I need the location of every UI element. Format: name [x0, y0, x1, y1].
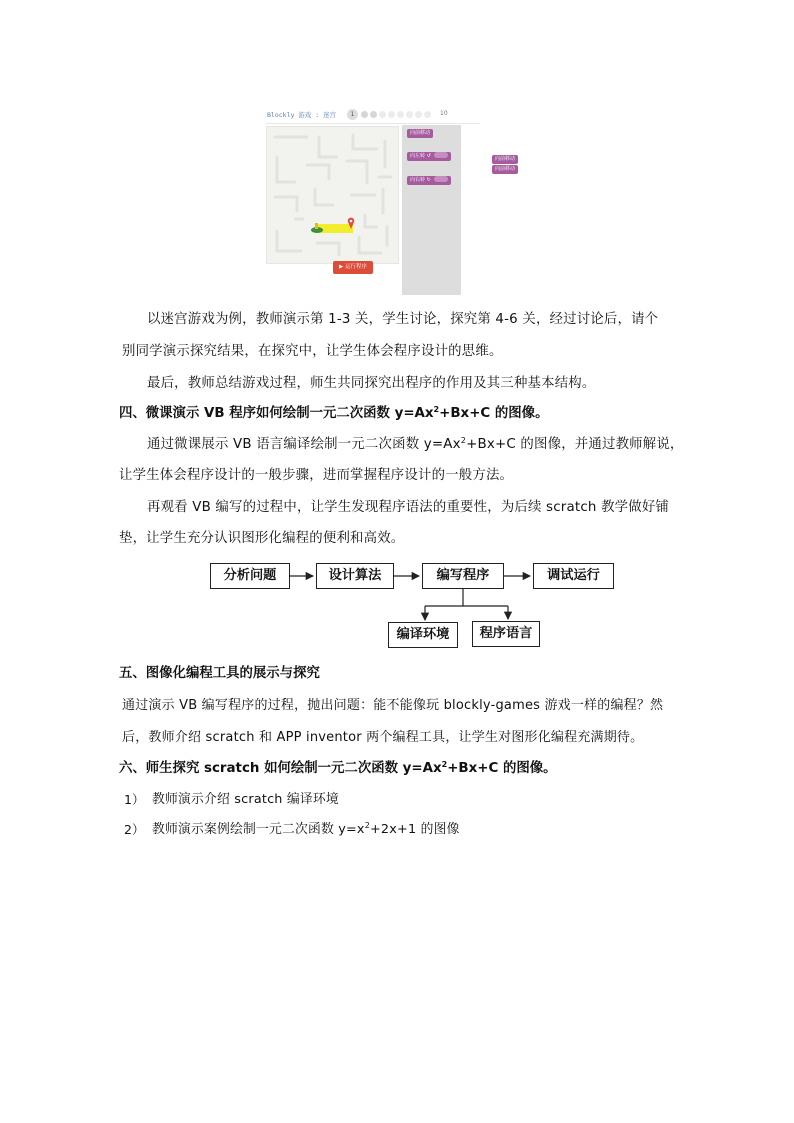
paragraph-3-line-2: 让学生体会程序设计的一般步骤，进而掌握程序设计的一般方法。: [119, 468, 514, 483]
blockly-title: Blockly 游戏 : 迷宫: [267, 111, 337, 119]
flow-box-language: 程序语言: [472, 621, 540, 647]
workspace-block-move-forward[interactable]: 向前移动: [492, 155, 518, 164]
list-number: 1）: [124, 792, 145, 807]
paragraph-3-line-1: 通过微课展示 VB 语言编译绘制一元二次函数 $y=Ax^2+Bx+C$ 的图像，并通过教师解说，: [147, 436, 684, 452]
workspace-block-move-forward[interactable]: 向前移动: [492, 165, 518, 174]
flow-box-design: 设计算法: [316, 563, 394, 589]
list-item-1: 教师演示介绍 scratch 编译环境: [152, 792, 339, 807]
level-current[interactable]: 1: [347, 109, 358, 120]
paragraph-1-line-1: 以迷宫游戏为例，教师演示第 1-3 关，学生讨论，探究第 4-6 关，经过讨论后，请个: [147, 312, 659, 327]
heading-section-5: 五、图像化编程工具的展示与探究: [119, 666, 320, 681]
list-item-2: 教师演示案例绘制一元二次函数 $y=x^2+2x+1$ 的图像: [152, 821, 460, 837]
paragraph-4-line-2: 垫，让学生充分认识图形化编程的便利和高效。: [119, 531, 405, 546]
paragraph-1-line-2: 别同学演示探究结果，在探究中，让学生体会程序设计的思维。: [122, 344, 503, 359]
flow-box-analyze: 分析问题: [210, 563, 290, 589]
level-last[interactable]: 10: [440, 110, 448, 117]
toolbox-block-turn-right[interactable]: 向右转 ↻: [407, 176, 451, 185]
paragraph-5-line-1: 通过演示 VB 编写程序的过程，抛出问题：能不能像玩 blockly-games 游戏一样的编程？然: [122, 698, 664, 713]
paragraph-5-line-2: 后，教师介绍 scratch 和 APP inventor 两个编程工具，让学生对图形化编程充满期待。: [122, 730, 644, 745]
heading-section-4: 四、微课演示 VB 程序如何绘制一元二次函数 $y=Ax^2+Bx+C$ 的图像。: [119, 405, 549, 421]
paragraph-2: 最后，教师总结游戏过程，师生共同探究出程序的作用及其三种基本结构。: [147, 376, 596, 391]
paragraph-4-line-1: 再观看 VB 编写的过程中，让学生发现程序语法的重要性，为后续 scratch 教学做好铺: [147, 500, 670, 515]
toolbox-block-move-forward[interactable]: 向前移动: [407, 129, 433, 138]
flow-box-code: 编写程序: [422, 563, 504, 589]
run-program-button[interactable]: ▶ 运行程序: [333, 261, 373, 274]
heading-section-6: 六、师生探究 scratch 如何绘制一元二次函数 $y=Ax^2+Bx+C$ 的图像。: [119, 760, 557, 776]
flow-box-compile-env: 编译环境: [388, 622, 458, 648]
toolbox-block-turn-left[interactable]: 向左转 ↺: [407, 152, 451, 161]
flow-box-debug: 调试运行: [533, 563, 614, 589]
list-number: 2）: [124, 822, 145, 837]
